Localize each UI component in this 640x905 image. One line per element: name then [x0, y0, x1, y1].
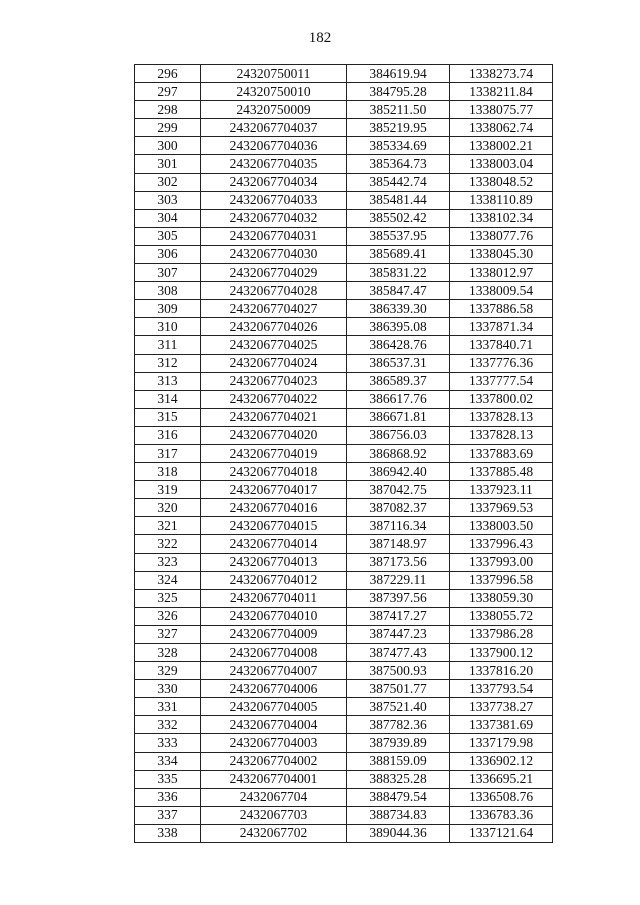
table-row: [135, 662, 553, 680]
x-coordinate-cell: 385481.44: [347, 191, 450, 209]
point-number-cell: 307: [135, 264, 201, 282]
point-number-cell: 303: [135, 191, 201, 209]
x-coordinate-cell: 387397.56: [347, 589, 450, 607]
y-coordinate-cell: 1338009.54: [450, 282, 553, 300]
point-number-cell: 325: [135, 589, 201, 607]
point-id-cell: 2432067704024: [201, 354, 347, 372]
point-number-cell: 322: [135, 535, 201, 553]
table-row: [135, 227, 553, 245]
table-row: [135, 824, 553, 842]
table-row: [135, 589, 553, 607]
point-id-cell: 2432067704011: [201, 589, 347, 607]
table-row: [135, 481, 553, 499]
y-coordinate-cell: 1337793.54: [450, 680, 553, 698]
point-id-cell: 24320750009: [201, 101, 347, 119]
y-coordinate-cell: 1337828.13: [450, 408, 553, 426]
point-id-cell: 2432067704021: [201, 408, 347, 426]
x-coordinate-cell: 387116.34: [347, 517, 450, 535]
table-row: [135, 788, 553, 806]
table-row: [135, 571, 553, 589]
y-coordinate-cell: 1337885.48: [450, 463, 553, 481]
y-coordinate-cell: 1337969.53: [450, 499, 553, 517]
table-row: [135, 119, 553, 137]
y-coordinate-cell: 1337923.11: [450, 481, 553, 499]
point-id-cell: 2432067704028: [201, 282, 347, 300]
table-row: [135, 390, 553, 408]
x-coordinate-cell: 387229.11: [347, 571, 450, 589]
point-id-cell: 2432067702: [201, 824, 347, 842]
point-id-cell: 2432067703: [201, 806, 347, 824]
y-coordinate-cell: 1337777.54: [450, 372, 553, 390]
point-id-cell: 2432067704025: [201, 336, 347, 354]
point-number-cell: 329: [135, 662, 201, 680]
x-coordinate-cell: 387042.75: [347, 481, 450, 499]
point-id-cell: 2432067704022: [201, 390, 347, 408]
point-number-cell: 331: [135, 698, 201, 716]
point-id-cell: 2432067704013: [201, 553, 347, 571]
point-id-cell: 2432067704012: [201, 571, 347, 589]
y-coordinate-cell: 1337828.13: [450, 426, 553, 444]
point-number-cell: 324: [135, 571, 201, 589]
point-number-cell: 309: [135, 300, 201, 318]
x-coordinate-cell: 389044.36: [347, 824, 450, 842]
point-id-cell: 2432067704035: [201, 155, 347, 173]
point-number-cell: 299: [135, 119, 201, 137]
table-row: [135, 173, 553, 191]
y-coordinate-cell: 1338048.52: [450, 173, 553, 191]
x-coordinate-cell: 387477.43: [347, 644, 450, 662]
table-row: [135, 155, 553, 173]
point-number-cell: 310: [135, 318, 201, 336]
table-row: [135, 354, 553, 372]
table-row: [135, 372, 553, 390]
point-number-cell: 297: [135, 83, 201, 101]
y-coordinate-cell: 1338003.50: [450, 517, 553, 535]
x-coordinate-cell: 387782.36: [347, 716, 450, 734]
table-row: [135, 300, 553, 318]
point-number-cell: 308: [135, 282, 201, 300]
x-coordinate-cell: 385364.73: [347, 155, 450, 173]
y-coordinate-cell: 1337886.58: [450, 300, 553, 318]
x-coordinate-cell: 386537.31: [347, 354, 450, 372]
point-id-cell: 2432067704015: [201, 517, 347, 535]
table-row: [135, 607, 553, 625]
point-number-cell: 306: [135, 245, 201, 263]
x-coordinate-cell: 388734.83: [347, 806, 450, 824]
table-row: [135, 806, 553, 824]
y-coordinate-cell: 1338102.34: [450, 209, 553, 227]
point-number-cell: 302: [135, 173, 201, 191]
point-id-cell: 2432067704009: [201, 625, 347, 643]
point-id-cell: 2432067704005: [201, 698, 347, 716]
table-row: [135, 698, 553, 716]
y-coordinate-cell: 1337986.28: [450, 625, 553, 643]
y-coordinate-cell: 1338012.97: [450, 264, 553, 282]
point-number-cell: 318: [135, 463, 201, 481]
table-row: [135, 245, 553, 263]
table-row: [135, 83, 553, 101]
point-number-cell: 311: [135, 336, 201, 354]
y-coordinate-cell: 1338055.72: [450, 607, 553, 625]
point-number-cell: 333: [135, 734, 201, 752]
point-number-cell: 316: [135, 426, 201, 444]
point-number-cell: 335: [135, 770, 201, 788]
table-row: [135, 318, 553, 336]
point-number-cell: 313: [135, 372, 201, 390]
point-number-cell: 321: [135, 517, 201, 535]
x-coordinate-cell: 384795.28: [347, 83, 450, 101]
table-row: [135, 734, 553, 752]
point-id-cell: 2432067704014: [201, 535, 347, 553]
point-id-cell: 2432067704018: [201, 463, 347, 481]
y-coordinate-cell: 1338003.04: [450, 155, 553, 173]
table-row: [135, 408, 553, 426]
y-coordinate-cell: 1336695.21: [450, 770, 553, 788]
x-coordinate-cell: 386339.30: [347, 300, 450, 318]
table-row: [135, 625, 553, 643]
point-id-cell: 24320750010: [201, 83, 347, 101]
y-coordinate-cell: 1337883.69: [450, 444, 553, 462]
x-coordinate-cell: 384619.94: [347, 65, 450, 83]
y-coordinate-cell: 1337900.12: [450, 644, 553, 662]
y-coordinate-cell: 1337993.00: [450, 553, 553, 571]
y-coordinate-cell: 1338062.74: [450, 119, 553, 137]
point-number-cell: 296: [135, 65, 201, 83]
table-row: [135, 680, 553, 698]
x-coordinate-cell: 386868.92: [347, 444, 450, 462]
y-coordinate-cell: 1338059.30: [450, 589, 553, 607]
y-coordinate-cell: 1338211.84: [450, 83, 553, 101]
x-coordinate-cell: 387082.37: [347, 499, 450, 517]
y-coordinate-cell: 1338273.74: [450, 65, 553, 83]
x-coordinate-cell: 385537.95: [347, 227, 450, 245]
point-number-cell: 330: [135, 680, 201, 698]
point-id-cell: 2432067704036: [201, 137, 347, 155]
y-coordinate-cell: 1338110.89: [450, 191, 553, 209]
point-number-cell: 328: [135, 644, 201, 662]
y-coordinate-cell: 1336783.36: [450, 806, 553, 824]
point-id-cell: 2432067704002: [201, 752, 347, 770]
x-coordinate-cell: 385211.50: [347, 101, 450, 119]
x-coordinate-cell: 387417.27: [347, 607, 450, 625]
point-id-cell: 2432067704008: [201, 644, 347, 662]
y-coordinate-cell: 1337381.69: [450, 716, 553, 734]
x-coordinate-cell: 387148.97: [347, 535, 450, 553]
point-id-cell: 2432067704031: [201, 227, 347, 245]
point-id-cell: 24320750011: [201, 65, 347, 83]
y-coordinate-cell: 1337996.58: [450, 571, 553, 589]
table-row: [135, 499, 553, 517]
point-number-cell: 323: [135, 553, 201, 571]
point-id-cell: 2432067704016: [201, 499, 347, 517]
point-id-cell: 2432067704019: [201, 444, 347, 462]
table-row: [135, 716, 553, 734]
x-coordinate-cell: 385502.42: [347, 209, 450, 227]
x-coordinate-cell: 386589.37: [347, 372, 450, 390]
y-coordinate-cell: 1337776.36: [450, 354, 553, 372]
y-coordinate-cell: 1337996.43: [450, 535, 553, 553]
y-coordinate-cell: 1337871.34: [450, 318, 553, 336]
table-row: [135, 644, 553, 662]
x-coordinate-cell: 387500.93: [347, 662, 450, 680]
table-row: [135, 282, 553, 300]
point-id-cell: 2432067704023: [201, 372, 347, 390]
point-number-cell: 320: [135, 499, 201, 517]
y-coordinate-cell: 1337179.98: [450, 734, 553, 752]
point-id-cell: 2432067704017: [201, 481, 347, 499]
table-row: [135, 209, 553, 227]
table-row: [135, 336, 553, 354]
x-coordinate-cell: 388479.54: [347, 788, 450, 806]
y-coordinate-cell: 1338075.77: [450, 101, 553, 119]
table-row: [135, 553, 553, 571]
coordinates-table-body: [135, 65, 553, 843]
point-id-cell: 2432067704010: [201, 607, 347, 625]
x-coordinate-cell: 386395.08: [347, 318, 450, 336]
point-id-cell: 2432067704001: [201, 770, 347, 788]
x-coordinate-cell: 385334.69: [347, 137, 450, 155]
point-id-cell: 2432067704026: [201, 318, 347, 336]
point-id-cell: 2432067704037: [201, 119, 347, 137]
x-coordinate-cell: 386671.81: [347, 408, 450, 426]
point-id-cell: 2432067704: [201, 788, 347, 806]
x-coordinate-cell: 386942.40: [347, 463, 450, 481]
x-coordinate-cell: 385689.41: [347, 245, 450, 263]
point-id-cell: 2432067704033: [201, 191, 347, 209]
coordinates-table: [134, 64, 553, 843]
table-row: [135, 101, 553, 119]
point-id-cell: 2432067704007: [201, 662, 347, 680]
point-number-cell: 314: [135, 390, 201, 408]
point-number-cell: 304: [135, 209, 201, 227]
table-row: [135, 463, 553, 481]
y-coordinate-cell: 1337738.27: [450, 698, 553, 716]
point-id-cell: 2432067704004: [201, 716, 347, 734]
y-coordinate-cell: 1338002.21: [450, 137, 553, 155]
x-coordinate-cell: 385831.22: [347, 264, 450, 282]
y-coordinate-cell: 1337840.71: [450, 336, 553, 354]
point-number-cell: 317: [135, 444, 201, 462]
x-coordinate-cell: 388159.09: [347, 752, 450, 770]
point-number-cell: 326: [135, 607, 201, 625]
x-coordinate-cell: 385442.74: [347, 173, 450, 191]
point-number-cell: 300: [135, 137, 201, 155]
page-number: 182: [308, 30, 332, 46]
table-row: [135, 517, 553, 535]
table-row: [135, 752, 553, 770]
x-coordinate-cell: 385847.47: [347, 282, 450, 300]
point-number-cell: 298: [135, 101, 201, 119]
point-id-cell: 2432067704003: [201, 734, 347, 752]
point-id-cell: 2432067704027: [201, 300, 347, 318]
x-coordinate-cell: 388325.28: [347, 770, 450, 788]
x-coordinate-cell: 387939.89: [347, 734, 450, 752]
x-coordinate-cell: 386617.76: [347, 390, 450, 408]
point-number-cell: 319: [135, 481, 201, 499]
y-coordinate-cell: 1337816.20: [450, 662, 553, 680]
y-coordinate-cell: 1338077.76: [450, 227, 553, 245]
table-row: [135, 444, 553, 462]
y-coordinate-cell: 1338045.30: [450, 245, 553, 263]
point-id-cell: 2432067704020: [201, 426, 347, 444]
point-number-cell: 338: [135, 824, 201, 842]
x-coordinate-cell: 386756.03: [347, 426, 450, 444]
point-number-cell: 305: [135, 227, 201, 245]
table-row: [135, 535, 553, 553]
x-coordinate-cell: 387501.77: [347, 680, 450, 698]
table-row: [135, 137, 553, 155]
point-number-cell: 301: [135, 155, 201, 173]
point-id-cell: 2432067704030: [201, 245, 347, 263]
point-number-cell: 315: [135, 408, 201, 426]
table-row: [135, 264, 553, 282]
point-number-cell: 334: [135, 752, 201, 770]
x-coordinate-cell: 387521.40: [347, 698, 450, 716]
x-coordinate-cell: 387173.56: [347, 553, 450, 571]
table-row: [135, 770, 553, 788]
point-number-cell: 312: [135, 354, 201, 372]
point-id-cell: 2432067704034: [201, 173, 347, 191]
x-coordinate-cell: 386428.76: [347, 336, 450, 354]
point-id-cell: 2432067704029: [201, 264, 347, 282]
point-number-cell: 336: [135, 788, 201, 806]
point-number-cell: 332: [135, 716, 201, 734]
table-row: [135, 426, 553, 444]
point-id-cell: 2432067704032: [201, 209, 347, 227]
table-row: [135, 65, 553, 83]
y-coordinate-cell: 1336902.12: [450, 752, 553, 770]
table-row: [135, 191, 553, 209]
y-coordinate-cell: 1337121.64: [450, 824, 553, 842]
x-coordinate-cell: 387447.23: [347, 625, 450, 643]
y-coordinate-cell: 1337800.02: [450, 390, 553, 408]
point-number-cell: 337: [135, 806, 201, 824]
x-coordinate-cell: 385219.95: [347, 119, 450, 137]
point-number-cell: 327: [135, 625, 201, 643]
point-id-cell: 2432067704006: [201, 680, 347, 698]
y-coordinate-cell: 1336508.76: [450, 788, 553, 806]
